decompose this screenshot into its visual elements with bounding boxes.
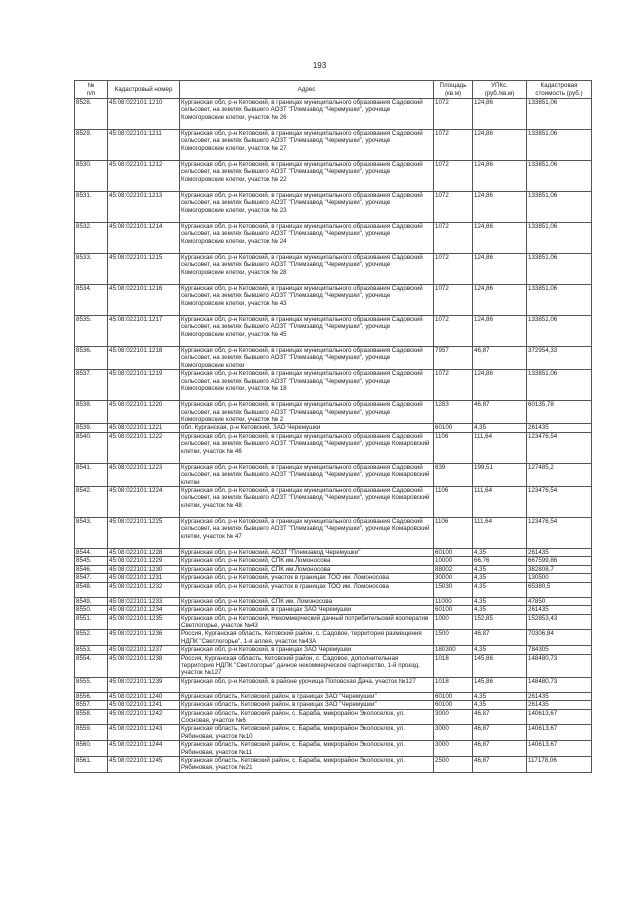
cell-cadastral-cost: 60135,78 bbox=[527, 401, 592, 424]
table-row bbox=[75, 192, 592, 223]
cell-cadastral-number: 45:08:022101:1232 bbox=[108, 582, 180, 597]
cell-address: Курганская обл, р-н Кетовский, в границах муниципального образования Садовский сельсовет, на землях бывшего АОЗТ "Племзавод "Черемушки", урочище Комогоровские клетки, участок № 43 bbox=[180, 285, 434, 316]
cell-area: 1072 bbox=[434, 161, 473, 192]
cell-upks: 145,86 bbox=[473, 677, 527, 692]
cell-address: Курганская область, Кетовский район, с. Бараба, микрорайон Экопоселок, ул. Рябиновая, участок №11 bbox=[180, 741, 434, 757]
cell-upks: 124,86 bbox=[473, 99, 527, 130]
cell-cadastral-cost: 133851,06 bbox=[527, 254, 592, 285]
cell-cadastral-cost: 133851,06 bbox=[527, 192, 592, 223]
cell-row-number: 8545. bbox=[75, 557, 108, 565]
cell-cadastral-number: 45:08:022101:1225 bbox=[108, 518, 180, 549]
cell-address: Курганская обл, р-н Кетовский, в границах ЗАО Черемушки bbox=[180, 646, 434, 654]
cell-cadastral-cost: 133851,06 bbox=[527, 161, 592, 192]
cell-row-number: 8529. bbox=[75, 130, 108, 161]
cell-area: 3000 bbox=[434, 709, 473, 725]
cell-address: Курганская область, Кетовский район, с. Бараба, микрорайон Экопоселок, ул. Рябиновая, участок №10 bbox=[180, 725, 434, 741]
table-row bbox=[75, 654, 592, 677]
cell-row-number: 8558. bbox=[75, 709, 108, 725]
cell-area: 639 bbox=[434, 463, 473, 486]
cell-cadastral-number: 45:08:022101:1237 bbox=[108, 646, 180, 654]
cell-area: 1072 bbox=[434, 99, 473, 130]
cell-address: Россия, Курганская область, Кетовский район, с. Садовое, дополнительная территория НДПК "Светлогорье" дачное некоммерческое партнерство, 1-й проезд, участок №127 bbox=[180, 654, 434, 677]
cell-address: Курганская обл, р-н Кетовский, участок в границах ТОО им. Ломоносова bbox=[180, 574, 434, 582]
cell-area: 1072 bbox=[434, 285, 473, 316]
cell-address: Курганская обл, р-н Кетовский, СПК им.Ломоносова bbox=[180, 557, 434, 565]
cell-upks: 46,87 bbox=[473, 630, 527, 646]
cell-area: 3000 bbox=[434, 741, 473, 757]
table-row bbox=[75, 646, 592, 654]
cell-cadastral-cost: 148480,73 bbox=[527, 654, 592, 677]
cell-area: 15030 bbox=[434, 582, 473, 597]
table-row bbox=[75, 347, 592, 370]
cell-upks: 4,35 bbox=[473, 692, 527, 700]
cell-area: 1018 bbox=[434, 677, 473, 692]
cell-row-number: 8532. bbox=[75, 223, 108, 254]
cell-row-number: 8552. bbox=[75, 630, 108, 646]
cell-cadastral-cost: 261435 bbox=[527, 606, 592, 614]
cell-cadastral-cost: 133851,06 bbox=[527, 285, 592, 316]
cell-row-number: 8554. bbox=[75, 654, 108, 677]
cell-cadastral-cost: 140613,67 bbox=[527, 709, 592, 725]
cell-upks: 152,85 bbox=[473, 614, 527, 630]
cell-cadastral-cost: 70306,84 bbox=[527, 630, 592, 646]
cell-row-number: 8533. bbox=[75, 254, 108, 285]
cell-address: Курганская обл, р-н Кетовский, в границах муниципального образования Садовский сельсовет, на землях бывшего АОЗТ "Племзавод "Черемушки", урочище Комогоровские клетки, участок № 26 bbox=[180, 99, 434, 130]
cell-cadastral-number: 45:08:022101:1215 bbox=[108, 254, 180, 285]
cadastral-table bbox=[74, 80, 592, 773]
cell-cadastral-number: 45:08:022101:1216 bbox=[108, 285, 180, 316]
cell-row-number: 8561. bbox=[75, 757, 108, 773]
cell-cadastral-number: 45:08:022101:1219 bbox=[108, 370, 180, 401]
cell-address: Курганская обл, р-н Кетовский, в границах муниципального образования Садовский сельсовет, на землях бывшего АОЗТ "Племзавод "Черемушки", урочище Комаровский клетки, участок № 48 bbox=[180, 487, 434, 518]
cell-address: Курганская обл, р-н Кетовский, СПК им. Ломоносова bbox=[180, 597, 434, 605]
cell-address: Курганская обл, р-н Кетовский, СПК им.Ломоносова bbox=[180, 565, 434, 573]
cell-row-number: 8546. bbox=[75, 565, 108, 573]
cell-upks: 124,86 bbox=[473, 223, 527, 254]
cell-upks: 111,64 bbox=[473, 518, 527, 549]
cell-row-number: 8530. bbox=[75, 161, 108, 192]
cell-upks: 124,86 bbox=[473, 370, 527, 401]
cell-address: Курганская обл, р-н Кетовский, в границах муниципального образования Садовский сельсовет, на землях бывшего АОЗТ "Племзавод "Черемушки", урочище Комогоровские клетки, участок № 22 bbox=[180, 161, 434, 192]
cell-address: Курганская обл, р-н Кетовский, в границах муниципального образования Садовский сельсовет, на землях бывшего АОЗТ "Племзавод "Черемушки", урочище Комогоровские клетки, участок № 27 bbox=[180, 130, 434, 161]
cell-row-number: 8542. bbox=[75, 487, 108, 518]
cell-address: Курганская обл, р-н Кетовский, Некоммерческий дачный потребительский кооператив Светлогорье, участок №43 bbox=[180, 614, 434, 630]
cell-cadastral-number: 45:08:022101:1210 bbox=[108, 99, 180, 130]
cell-area: 88002 bbox=[434, 565, 473, 573]
cell-cadastral-cost: 123476,54 bbox=[527, 432, 592, 463]
cell-row-number: 8528. bbox=[75, 99, 108, 130]
cell-upks: 46,87 bbox=[473, 757, 527, 773]
cell-address: Курганская обл, р-н Кетовский, участок в границах ТОО им. Ломоносова bbox=[180, 582, 434, 597]
cell-address: обл. Курганская, р-н Кетовский, ЗАО Черемушки bbox=[180, 424, 434, 432]
cell-cadastral-cost: 117178,06 bbox=[527, 757, 592, 773]
cell-area: 1106 bbox=[434, 487, 473, 518]
cell-cadastral-cost: 140613,67 bbox=[527, 741, 592, 757]
cell-upks: 4,35 bbox=[473, 424, 527, 432]
cell-row-number: 8539. bbox=[75, 424, 108, 432]
cell-cadastral-number: 45:08:022101:1231 bbox=[108, 574, 180, 582]
cell-cadastral-cost: 133851,06 bbox=[527, 370, 592, 401]
cell-area: 1500 bbox=[434, 630, 473, 646]
table-row bbox=[75, 316, 592, 347]
cell-cadastral-number: 45:08:022101:1218 bbox=[108, 347, 180, 370]
table-row bbox=[75, 597, 592, 605]
cell-address: Курганская обл, р-н Кетовский, в границах муниципального образования Садовский сельсовет, на землях бывшего АОЗТ "Племзавод "Черемушки", урочище Комогоровские клетки, участок № 24 bbox=[180, 223, 434, 254]
table-header-row bbox=[75, 81, 592, 99]
cell-upks: 111,64 bbox=[473, 432, 527, 463]
cell-upks: 124,86 bbox=[473, 254, 527, 285]
table-row bbox=[75, 630, 592, 646]
cell-address: Курганская область, Кетовский район, в границах ЗАО "Черемушки" bbox=[180, 701, 434, 709]
cell-cadastral-cost: 261435 bbox=[527, 549, 592, 557]
cell-area: 1072 bbox=[434, 130, 473, 161]
cell-area: 10000 bbox=[434, 557, 473, 565]
table-row bbox=[75, 677, 592, 692]
cell-upks: 66,76 bbox=[473, 557, 527, 565]
cell-upks: 4,35 bbox=[473, 606, 527, 614]
cell-area: 1072 bbox=[434, 370, 473, 401]
cell-cadastral-cost: 127485,2 bbox=[527, 463, 592, 486]
cell-upks: 4,35 bbox=[473, 549, 527, 557]
cell-row-number: 8536. bbox=[75, 347, 108, 370]
cell-cadastral-cost: 65380,5 bbox=[527, 582, 592, 597]
cell-address: Курганская обл, р-н Кетовский, в границах муниципального образования Садовский сельсовет, на землях бывшего АОЗТ "Племзавод "Черемушки", урочище Комаровский клетки, участок № 46 bbox=[180, 432, 434, 463]
cell-row-number: 8540. bbox=[75, 432, 108, 463]
cell-area: 2500 bbox=[434, 757, 473, 773]
cell-cadastral-number: 45:08:022101:1233 bbox=[108, 597, 180, 605]
cell-row-number: 8543. bbox=[75, 518, 108, 549]
cell-area: 11000 bbox=[434, 597, 473, 605]
cell-upks: 199,51 bbox=[473, 463, 527, 486]
table-row bbox=[75, 709, 592, 725]
cell-upks: 124,86 bbox=[473, 130, 527, 161]
cell-area: 180300 bbox=[434, 646, 473, 654]
cell-row-number: 8555. bbox=[75, 677, 108, 692]
cell-cadastral-cost: 667599,86 bbox=[527, 557, 592, 565]
table-row bbox=[75, 370, 592, 401]
cell-cadastral-cost: 133851,06 bbox=[527, 130, 592, 161]
cell-address: Россия, Курганская область, Кетовский район, с. Садовое, территория размещения НДПК "Светлогорье", 1-я аллея, участок №43А bbox=[180, 630, 434, 646]
table-row bbox=[75, 463, 592, 486]
cell-cadastral-number: 45:08:022101:1243 bbox=[108, 725, 180, 741]
cell-row-number: 8551. bbox=[75, 614, 108, 630]
cell-cadastral-number: 45:08:022101:1221 bbox=[108, 424, 180, 432]
cell-row-number: 8534. bbox=[75, 285, 108, 316]
cell-address: Курганская обл, р-н Кетовский, в границах муниципального образования Садовский сельсовет, на землях бывшего АОЗТ "Племзавод "Черемушки", урочище Комаровский клетки, участок № 47 bbox=[180, 518, 434, 549]
cell-upks: 124,86 bbox=[473, 285, 527, 316]
table-row bbox=[75, 692, 592, 700]
cell-cadastral-cost: 382808,7 bbox=[527, 565, 592, 573]
cell-cadastral-number: 45:08:022101:1222 bbox=[108, 432, 180, 463]
table-row bbox=[75, 223, 592, 254]
cell-area: 1283 bbox=[434, 401, 473, 424]
cell-cadastral-number: 45:08:022101:1244 bbox=[108, 741, 180, 757]
cell-cadastral-number: 45:08:022101:1220 bbox=[108, 401, 180, 424]
page-number: 193 bbox=[312, 61, 327, 70]
cell-row-number: 8541. bbox=[75, 463, 108, 486]
cell-cadastral-cost: 133851,06 bbox=[527, 99, 592, 130]
cell-upks: 46,87 bbox=[473, 725, 527, 741]
cell-cadastral-number: 45:08:022101:1235 bbox=[108, 614, 180, 630]
header-address: Адрес bbox=[180, 81, 434, 99]
cell-cadastral-number: 45:08:022101:1234 bbox=[108, 606, 180, 614]
cell-area: 60100 bbox=[434, 424, 473, 432]
cell-area: 30000 bbox=[434, 574, 473, 582]
cell-cadastral-cost: 130500 bbox=[527, 574, 592, 582]
cell-cadastral-cost: 152853,43 bbox=[527, 614, 592, 630]
cell-upks: 46,87 bbox=[473, 741, 527, 757]
cell-address: Курганская обл, р-н Кетовский, АОЗТ "Племзавод Черемушки" bbox=[180, 549, 434, 557]
table-row bbox=[75, 130, 592, 161]
cell-cadastral-number: 45:08:022101:1241 bbox=[108, 701, 180, 709]
cell-upks: 4,35 bbox=[473, 597, 527, 605]
cell-cadastral-number: 45:08:022101:1240 bbox=[108, 692, 180, 700]
table-row bbox=[75, 254, 592, 285]
cell-cadastral-cost: 133851,06 bbox=[527, 223, 592, 254]
cell-row-number: 8537. bbox=[75, 370, 108, 401]
cell-area: 60100 bbox=[434, 701, 473, 709]
table-row bbox=[75, 574, 592, 582]
table-row bbox=[75, 614, 592, 630]
cell-cadastral-number: 45:08:022101:1223 bbox=[108, 463, 180, 486]
cell-cadastral-number: 45:08:022101:1229 bbox=[108, 557, 180, 565]
cell-upks: 4,35 bbox=[473, 565, 527, 573]
cell-cadastral-number: 45:08:022101:1230 bbox=[108, 565, 180, 573]
cell-upks: 124,86 bbox=[473, 316, 527, 347]
table-row bbox=[75, 424, 592, 432]
header-cadastral-number: Кадастровый номер bbox=[108, 81, 180, 99]
cell-row-number: 8547. bbox=[75, 574, 108, 582]
cell-row-number: 8560. bbox=[75, 741, 108, 757]
cell-upks: 4,35 bbox=[473, 701, 527, 709]
cell-upks: 4,35 bbox=[473, 574, 527, 582]
cell-row-number: 8549. bbox=[75, 597, 108, 605]
cell-upks: 111,64 bbox=[473, 487, 527, 518]
table-row bbox=[75, 606, 592, 614]
table-row bbox=[75, 549, 592, 557]
cell-address: Курганская область, Кетовский район, в границах ЗАО "Черемушки" bbox=[180, 692, 434, 700]
cell-area: 1072 bbox=[434, 223, 473, 254]
cell-row-number: 8548. bbox=[75, 582, 108, 597]
cell-cadastral-number: 45:08:022101:1228 bbox=[108, 549, 180, 557]
cell-cadastral-cost: 372954,33 bbox=[527, 347, 592, 370]
cell-upks: 124,86 bbox=[473, 192, 527, 223]
cell-address: Курганская область, Кетовский район, с. Бараба, микрорайон Экопоселок, ул. Сосновая, участок №6 bbox=[180, 709, 434, 725]
cell-row-number: 8553. bbox=[75, 646, 108, 654]
cell-row-number: 8550. bbox=[75, 606, 108, 614]
header-upks: УПКс. (руб./кв.м) bbox=[473, 81, 527, 99]
header-area: Площадь (кв.м) bbox=[434, 81, 473, 99]
cell-upks: 46,87 bbox=[473, 709, 527, 725]
cell-cadastral-cost: 261435 bbox=[527, 424, 592, 432]
cell-cadastral-cost: 123476,54 bbox=[527, 487, 592, 518]
cell-cadastral-cost: 47850 bbox=[527, 597, 592, 605]
cell-cadastral-cost: 133851,06 bbox=[527, 316, 592, 347]
cell-area: 1106 bbox=[434, 518, 473, 549]
cell-row-number: 8531. bbox=[75, 192, 108, 223]
cell-area: 60100 bbox=[434, 606, 473, 614]
cell-cadastral-number: 45:08:022101:1224 bbox=[108, 487, 180, 518]
cell-area: 1072 bbox=[434, 192, 473, 223]
cell-cadastral-number: 45:08:022101:1214 bbox=[108, 223, 180, 254]
cell-area: 60100 bbox=[434, 692, 473, 700]
cell-row-number: 8535. bbox=[75, 316, 108, 347]
cell-upks: 124,86 bbox=[473, 161, 527, 192]
cell-cadastral-cost: 123476,54 bbox=[527, 518, 592, 549]
cell-area: 1000 bbox=[434, 614, 473, 630]
cell-cadastral-number: 45:08:022101:1238 bbox=[108, 654, 180, 677]
cell-row-number: 8538. bbox=[75, 401, 108, 424]
cell-address: Курганская обл, р-н Кетовский, в границах муниципального образования Садовский сельсовет, на землях бывшего АОЗТ "Племзавод "Черемушки", урочище Комогоровские клетки, участок № 28 bbox=[180, 254, 434, 285]
cell-cadastral-cost: 140613,67 bbox=[527, 725, 592, 741]
cell-upks: 4,35 bbox=[473, 646, 527, 654]
cell-upks: 145,86 bbox=[473, 654, 527, 677]
table-row bbox=[75, 557, 592, 565]
cell-cadastral-cost: 261435 bbox=[527, 692, 592, 700]
cell-area: 1072 bbox=[434, 316, 473, 347]
cell-area: 1106 bbox=[434, 432, 473, 463]
cell-cadastral-cost: 148480,73 bbox=[527, 677, 592, 692]
cell-address: Курганская обл, р-н Кетовский, в границах муниципального образования Садовский сельсовет, на землях бывшего АОЗТ "Племзавод "Черемушки", урочище Комогоровские клетки, участок № 45 bbox=[180, 316, 434, 347]
table-row bbox=[75, 99, 592, 130]
cell-area: 7957 bbox=[434, 347, 473, 370]
cell-address: Курганская обл, р-н Кетовский, в границах муниципального образования Садовский сельсовет, на землях бывшего АОЗТ "Племзавод "Черемушки", урочище Комогоровские клетки, участок № 23 bbox=[180, 192, 434, 223]
cell-area: 60100 bbox=[434, 549, 473, 557]
table-row bbox=[75, 701, 592, 709]
cell-cadastral-number: 45:08:022101:1242 bbox=[108, 709, 180, 725]
table-row bbox=[75, 565, 592, 573]
cell-cadastral-cost: 261435 bbox=[527, 701, 592, 709]
table-row bbox=[75, 161, 592, 192]
cell-cadastral-number: 45:08:022101:1212 bbox=[108, 161, 180, 192]
cell-cadastral-cost: 784305 bbox=[527, 646, 592, 654]
cell-address: Курганская обл, р-н Кетовский, в границах муниципального образования Садовский сельсовет, на землях бывшего АОЗТ "Племзавод "Черемушки", урочище Комаровский клетки bbox=[180, 463, 434, 486]
table-row bbox=[75, 487, 592, 518]
table-row bbox=[75, 401, 592, 424]
cell-address: Курганская область, Кетовский район, с. Бараба, микрорайон Экопоселок, ул. Рябиновая, участок №21 bbox=[180, 757, 434, 773]
cell-area: 1018 bbox=[434, 654, 473, 677]
cell-upks: 46,87 bbox=[473, 347, 527, 370]
header-cadastral-cost: Кадастровая стоимость (руб.) bbox=[527, 81, 592, 99]
cell-address: Курганская обл, р-н Кетовский, в границах муниципального образования Садовский сельсовет, на землях бывшего АОЗТ "Племзавод "Черемушки", урочище Комогоровские клетки bbox=[180, 347, 434, 370]
cell-address: Курганская обл, р-н Кетовский, в границах муниципального образования Садовский сельсовет, на землях бывшего АОЗТ "Племзавод "Черемушки", урочище Комогоровские клетки, участок № 18 bbox=[180, 370, 434, 401]
cell-address: Курганская обл, р-н Кетовский, в районе урочища Поповская Дача, участок №127 bbox=[180, 677, 434, 692]
cell-cadastral-number: 45:08:022101:1236 bbox=[108, 630, 180, 646]
cell-cadastral-number: 45:08:022101:1213 bbox=[108, 192, 180, 223]
cell-cadastral-number: 45:08:022101:1211 bbox=[108, 130, 180, 161]
cell-cadastral-number: 45:08:022101:1217 bbox=[108, 316, 180, 347]
cell-upks: 4,35 bbox=[473, 582, 527, 597]
cell-row-number: 8556. bbox=[75, 692, 108, 700]
cell-row-number: 8544. bbox=[75, 549, 108, 557]
table-row bbox=[75, 518, 592, 549]
table-row bbox=[75, 741, 592, 757]
table-row bbox=[75, 432, 592, 463]
cell-cadastral-number: 45:08:022101:1239 bbox=[108, 677, 180, 692]
table-row bbox=[75, 725, 592, 741]
cell-row-number: 8557. bbox=[75, 701, 108, 709]
header-number: № п/п bbox=[75, 81, 108, 99]
table-row bbox=[75, 285, 592, 316]
cell-upks: 46,87 bbox=[473, 401, 527, 424]
cell-address: Курганская обл, р-н Кетовский, в границах ЗАО Черемушки bbox=[180, 606, 434, 614]
cell-row-number: 8559. bbox=[75, 725, 108, 741]
cell-area: 1072 bbox=[434, 254, 473, 285]
cell-cadastral-number: 45:08:022101:1245 bbox=[108, 757, 180, 773]
table-row bbox=[75, 582, 592, 597]
cell-area: 3000 bbox=[434, 725, 473, 741]
cell-address: Курганская обл, р-н Кетовский, в границах муниципального образования Садовский сельсовет, на землях бывшего АОЗТ "Племзавод "Черемушки", урочище Комогоровские клетки, участок № 2 bbox=[180, 401, 434, 424]
table-row bbox=[75, 757, 592, 773]
